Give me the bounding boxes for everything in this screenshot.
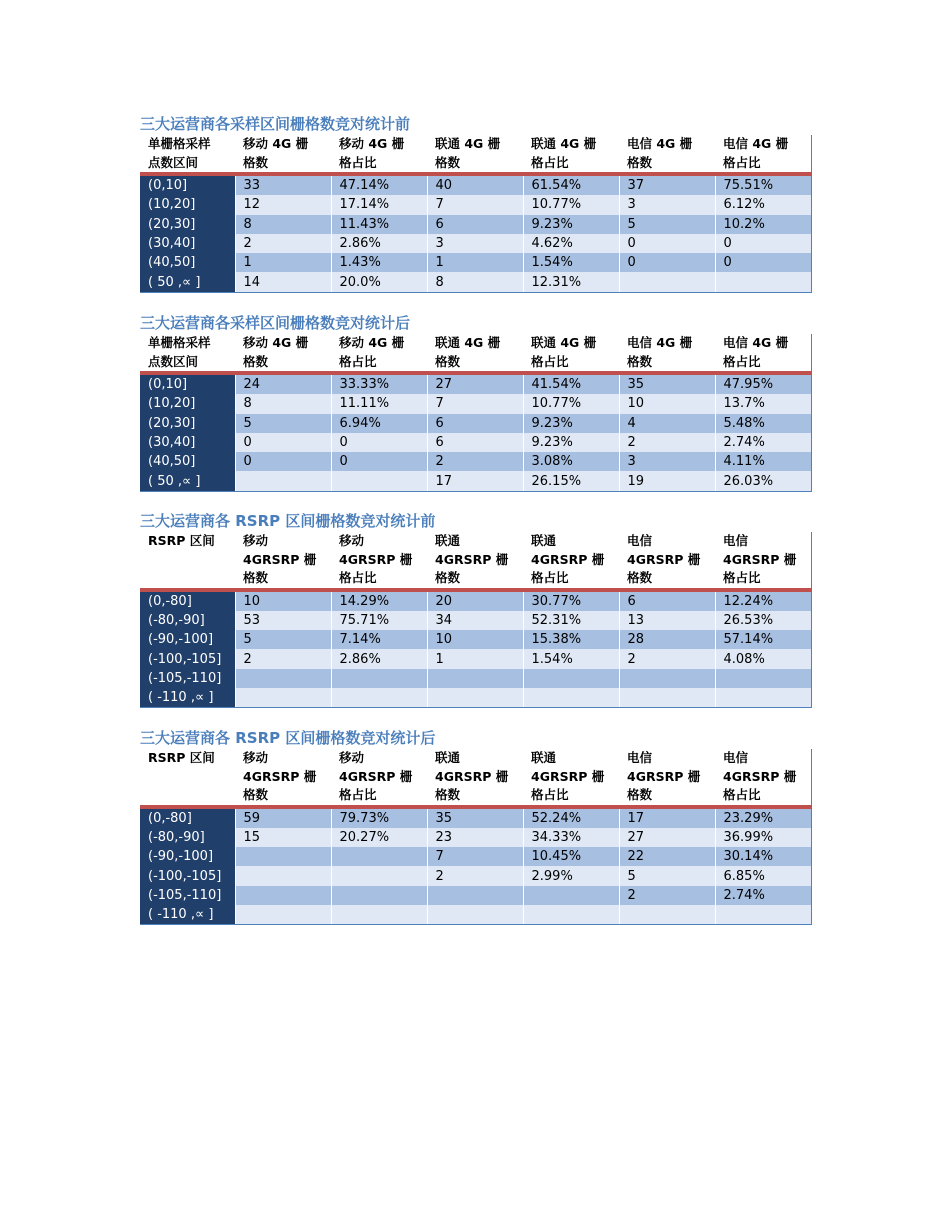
table-cell: 75.71% (331, 611, 427, 630)
table-cell (235, 886, 331, 905)
row-range-cell: (10,20] (140, 195, 235, 214)
row-range-cell: (-100,-105] (140, 649, 235, 668)
row-range-cell: (30,40] (140, 433, 235, 452)
table-row (140, 688, 811, 708)
table-row (140, 866, 811, 885)
table-cell: 24 (235, 373, 331, 394)
table-section-2 (140, 312, 811, 492)
table-cell: 41.54% (523, 373, 619, 394)
table-cell: 19 (619, 471, 715, 491)
table-row (140, 174, 811, 195)
table-cell: 2.86% (331, 649, 427, 668)
table-cell: 2 (619, 433, 715, 452)
table-cell: 11.43% (331, 215, 427, 234)
table-cell: 12.31% (523, 272, 619, 292)
table-row (140, 669, 811, 688)
table-cell: 2.74% (715, 433, 811, 452)
table-cell (331, 866, 427, 885)
table-cell: 33.33% (331, 373, 427, 394)
table-cell: 3 (619, 452, 715, 471)
table-cell: 35 (619, 373, 715, 394)
column-header: 电信 4GRSRP 栅 格数 (619, 749, 715, 807)
table-cell: 4.62% (523, 234, 619, 253)
table-cell: 0 (619, 234, 715, 253)
table-row (140, 234, 811, 253)
table-cell: 6.12% (715, 195, 811, 214)
row-range-cell: (-80,-90] (140, 611, 235, 630)
table-cell: 7 (427, 394, 523, 413)
table-cell (715, 272, 811, 292)
table-cell: 12.24% (715, 590, 811, 611)
table-cell: 79.73% (331, 807, 427, 828)
column-header: 移动 4GRSRP 栅 格占比 (331, 749, 427, 807)
table-cell: 52.24% (523, 807, 619, 828)
table-cell: 53 (235, 611, 331, 630)
row-range-cell: ( -110 ,∝ ] (140, 905, 235, 925)
table-cell: 2 (427, 866, 523, 885)
table-cell: 14 (235, 272, 331, 292)
row-range-cell: ( -110 ,∝ ] (140, 688, 235, 708)
column-header: 移动 4G 栅 格数 (235, 334, 331, 373)
column-header: 联通 4G 栅 格占比 (523, 135, 619, 174)
table-cell: 9.23% (523, 215, 619, 234)
table-cell (619, 669, 715, 688)
table-cell (715, 669, 811, 688)
table-cell: 47.95% (715, 373, 811, 394)
table-cell (331, 669, 427, 688)
table-cell (331, 905, 427, 925)
table-row (140, 272, 811, 292)
row-range-cell: (-80,-90] (140, 828, 235, 847)
column-header: 联通 4GRSRP 栅 格数 (427, 532, 523, 590)
table-section-4 (140, 727, 811, 925)
table-cell (427, 886, 523, 905)
table-cell: 13.7% (715, 394, 811, 413)
header-row (140, 749, 811, 807)
table-cell (523, 905, 619, 925)
table-cell: 30.14% (715, 847, 811, 866)
row-range-cell: ( 50 ,∝ ] (140, 471, 235, 491)
table-cell (235, 669, 331, 688)
table-cell: 5 (235, 414, 331, 433)
table-row (140, 471, 811, 491)
table-cell: 6 (619, 590, 715, 611)
table-cell: 0 (619, 253, 715, 272)
row-header-label: 单栅格采样 点数区间 (140, 334, 235, 373)
table-cell: 3.08% (523, 452, 619, 471)
table-cell (331, 847, 427, 866)
table-cell (331, 886, 427, 905)
column-header: 联通 4GRSRP 栅 格占比 (523, 532, 619, 590)
section-title: 三大运营商各 RSRP 区间栅格数竞对统计后 (140, 729, 436, 747)
table-cell (523, 886, 619, 905)
table-row (140, 373, 811, 394)
row-range-cell: (0,10] (140, 373, 235, 394)
row-header-label: 单栅格采样 点数区间 (140, 135, 235, 174)
row-header-label: RSRP 区间 (140, 532, 235, 590)
table-cell: 47.14% (331, 174, 427, 195)
table-cell: 1 (427, 649, 523, 668)
column-header: 电信 4G 栅 格数 (619, 334, 715, 373)
table-cell: 2 (235, 649, 331, 668)
table-cell: 1.43% (331, 253, 427, 272)
table-cell: 6.94% (331, 414, 427, 433)
table-row (140, 195, 811, 214)
section-title: 三大运营商各采样区间栅格数竞对统计前 (140, 115, 411, 133)
table-cell: 26.53% (715, 611, 811, 630)
table-cell: 6 (427, 433, 523, 452)
column-header: 联通 4G 栅 格数 (427, 334, 523, 373)
table-cell: 22 (619, 847, 715, 866)
table-cell: 6 (427, 215, 523, 234)
column-header: 移动 4G 栅 格占比 (331, 135, 427, 174)
row-range-cell: (40,50] (140, 452, 235, 471)
column-header: 电信 4GRSRP 栅 格占比 (715, 749, 811, 807)
header-row (140, 334, 811, 373)
table-cell: 0 (331, 452, 427, 471)
row-range-cell: (30,40] (140, 234, 235, 253)
column-header: 联通 4GRSRP 栅 格占比 (523, 749, 619, 807)
row-range-cell: (-90,-100] (140, 630, 235, 649)
table-cell: 20.27% (331, 828, 427, 847)
table-cell: 11.11% (331, 394, 427, 413)
column-header: 电信 4G 栅 格数 (619, 135, 715, 174)
table-cell: 4.08% (715, 649, 811, 668)
table-cell: 5 (619, 215, 715, 234)
column-header: 电信 4GRSRP 栅 格占比 (715, 532, 811, 590)
table-row (140, 590, 811, 611)
column-header: 联通 4G 栅 格数 (427, 135, 523, 174)
row-range-cell: (-105,-110] (140, 669, 235, 688)
row-range-cell: (20,30] (140, 215, 235, 234)
table-cell: 7 (427, 847, 523, 866)
header-row (140, 135, 811, 174)
table-cell: 2 (235, 234, 331, 253)
table-cell: 26.03% (715, 471, 811, 491)
column-header: 移动 4GRSRP 栅 格占比 (331, 532, 427, 590)
table-cell (235, 905, 331, 925)
table-cell: 23 (427, 828, 523, 847)
table-cell: 4.11% (715, 452, 811, 471)
row-range-cell: (20,30] (140, 414, 235, 433)
table-cell: 8 (427, 272, 523, 292)
table-cell (715, 905, 811, 925)
table-cell (619, 272, 715, 292)
table-cell: 3 (427, 234, 523, 253)
table-row (140, 452, 811, 471)
table-row (140, 630, 811, 649)
table-cell: 9.23% (523, 433, 619, 452)
table-cell: 0 (235, 433, 331, 452)
table-cell: 12 (235, 195, 331, 214)
table-cell: 14.29% (331, 590, 427, 611)
table-cell (235, 688, 331, 708)
table-cell: 6 (427, 414, 523, 433)
table-cell: 20 (427, 590, 523, 611)
table-cell: 23.29% (715, 807, 811, 828)
table-cell: 27 (619, 828, 715, 847)
table-cell: 34.33% (523, 828, 619, 847)
table-row (140, 649, 811, 668)
column-header: 电信 4G 栅 格占比 (715, 135, 811, 174)
table-cell: 52.31% (523, 611, 619, 630)
table-cell: 35 (427, 807, 523, 828)
table-cell: 15.38% (523, 630, 619, 649)
table-cell: 34 (427, 611, 523, 630)
table-cell: 7.14% (331, 630, 427, 649)
table-cell: 8 (235, 215, 331, 234)
table-cell: 27 (427, 373, 523, 394)
table-cell: 13 (619, 611, 715, 630)
table-row (140, 253, 811, 272)
table-cell: 20.0% (331, 272, 427, 292)
table-cell (715, 688, 811, 708)
table-cell: 5.48% (715, 414, 811, 433)
table-cell (523, 669, 619, 688)
table-row (140, 433, 811, 452)
table-cell (235, 471, 331, 491)
column-header: 联通 4G 栅 格占比 (523, 334, 619, 373)
stats-table (140, 532, 812, 708)
table-cell (427, 905, 523, 925)
section-title: 三大运营商各采样区间栅格数竞对统计后 (140, 314, 411, 332)
row-range-cell: (10,20] (140, 394, 235, 413)
table-row (140, 847, 811, 866)
table-cell: 0 (331, 433, 427, 452)
column-header: 移动 4GRSRP 栅 格数 (235, 749, 331, 807)
table-section-3 (140, 510, 811, 708)
table-row (140, 215, 811, 234)
table-cell (235, 847, 331, 866)
table-cell: 57.14% (715, 630, 811, 649)
table-cell: 17 (427, 471, 523, 491)
table-cell: 30.77% (523, 590, 619, 611)
table-cell (427, 688, 523, 708)
table-cell: 37 (619, 174, 715, 195)
table-cell: 4 (619, 414, 715, 433)
table-cell: 3 (619, 195, 715, 214)
stats-table (140, 749, 812, 925)
table-cell: 5 (619, 866, 715, 885)
row-range-cell: ( 50 ,∝ ] (140, 272, 235, 292)
table-row (140, 828, 811, 847)
column-header: 移动 4G 栅 格占比 (331, 334, 427, 373)
table-cell: 26.15% (523, 471, 619, 491)
table-row (140, 886, 811, 905)
row-range-cell: (-90,-100] (140, 847, 235, 866)
table-cell (331, 688, 427, 708)
table-cell: 75.51% (715, 174, 811, 195)
table-cell: 36.99% (715, 828, 811, 847)
table-row (140, 414, 811, 433)
table-cell: 17 (619, 807, 715, 828)
row-range-cell: (-105,-110] (140, 886, 235, 905)
table-row (140, 807, 811, 828)
table-row (140, 611, 811, 630)
table-cell: 33 (235, 174, 331, 195)
table-cell: 10 (427, 630, 523, 649)
column-header: 联通 4GRSRP 栅 格数 (427, 749, 523, 807)
table-section-1 (140, 113, 811, 293)
table-cell (235, 866, 331, 885)
table-cell: 2 (619, 886, 715, 905)
table-cell: 2 (619, 649, 715, 668)
table-cell: 1 (427, 253, 523, 272)
stats-table (140, 334, 812, 492)
table-cell: 10.2% (715, 215, 811, 234)
row-range-cell: (-100,-105] (140, 866, 235, 885)
table-cell: 8 (235, 394, 331, 413)
table-cell: 40 (427, 174, 523, 195)
table-cell: 10 (235, 590, 331, 611)
table-cell: 0 (235, 452, 331, 471)
table-cell (619, 905, 715, 925)
row-range-cell: (0,-80] (140, 590, 235, 611)
table-cell: 2 (427, 452, 523, 471)
column-header: 移动 4G 栅 格数 (235, 135, 331, 174)
table-row (140, 394, 811, 413)
table-row (140, 905, 811, 925)
row-range-cell: (40,50] (140, 253, 235, 272)
table-cell: 1.54% (523, 253, 619, 272)
table-cell: 2.99% (523, 866, 619, 885)
table-cell: 17.14% (331, 195, 427, 214)
table-cell: 0 (715, 253, 811, 272)
table-cell: 10.77% (523, 394, 619, 413)
table-cell: 61.54% (523, 174, 619, 195)
table-cell: 0 (715, 234, 811, 253)
table-cell (619, 688, 715, 708)
table-cell: 5 (235, 630, 331, 649)
table-cell: 15 (235, 828, 331, 847)
table-cell: 10.45% (523, 847, 619, 866)
column-header: 电信 4GRSRP 栅 格数 (619, 532, 715, 590)
table-cell: 6.85% (715, 866, 811, 885)
table-cell: 7 (427, 195, 523, 214)
table-cell: 9.23% (523, 414, 619, 433)
table-cell: 2.86% (331, 234, 427, 253)
table-cell: 1 (235, 253, 331, 272)
table-cell: 1.54% (523, 649, 619, 668)
table-cell: 28 (619, 630, 715, 649)
table-cell (523, 688, 619, 708)
table-cell (427, 669, 523, 688)
section-title: 三大运营商各 RSRP 区间栅格数竞对统计前 (140, 512, 436, 530)
table-cell: 2.74% (715, 886, 811, 905)
row-range-cell: (0,10] (140, 174, 235, 195)
stats-table (140, 135, 812, 293)
table-cell: 59 (235, 807, 331, 828)
column-header: 移动 4GRSRP 栅 格数 (235, 532, 331, 590)
row-range-cell: (0,-80] (140, 807, 235, 828)
row-header-label: RSRP 区间 (140, 749, 235, 807)
table-cell: 10 (619, 394, 715, 413)
header-row (140, 532, 811, 590)
table-cell (331, 471, 427, 491)
column-header: 电信 4G 栅 格占比 (715, 334, 811, 373)
table-cell: 10.77% (523, 195, 619, 214)
